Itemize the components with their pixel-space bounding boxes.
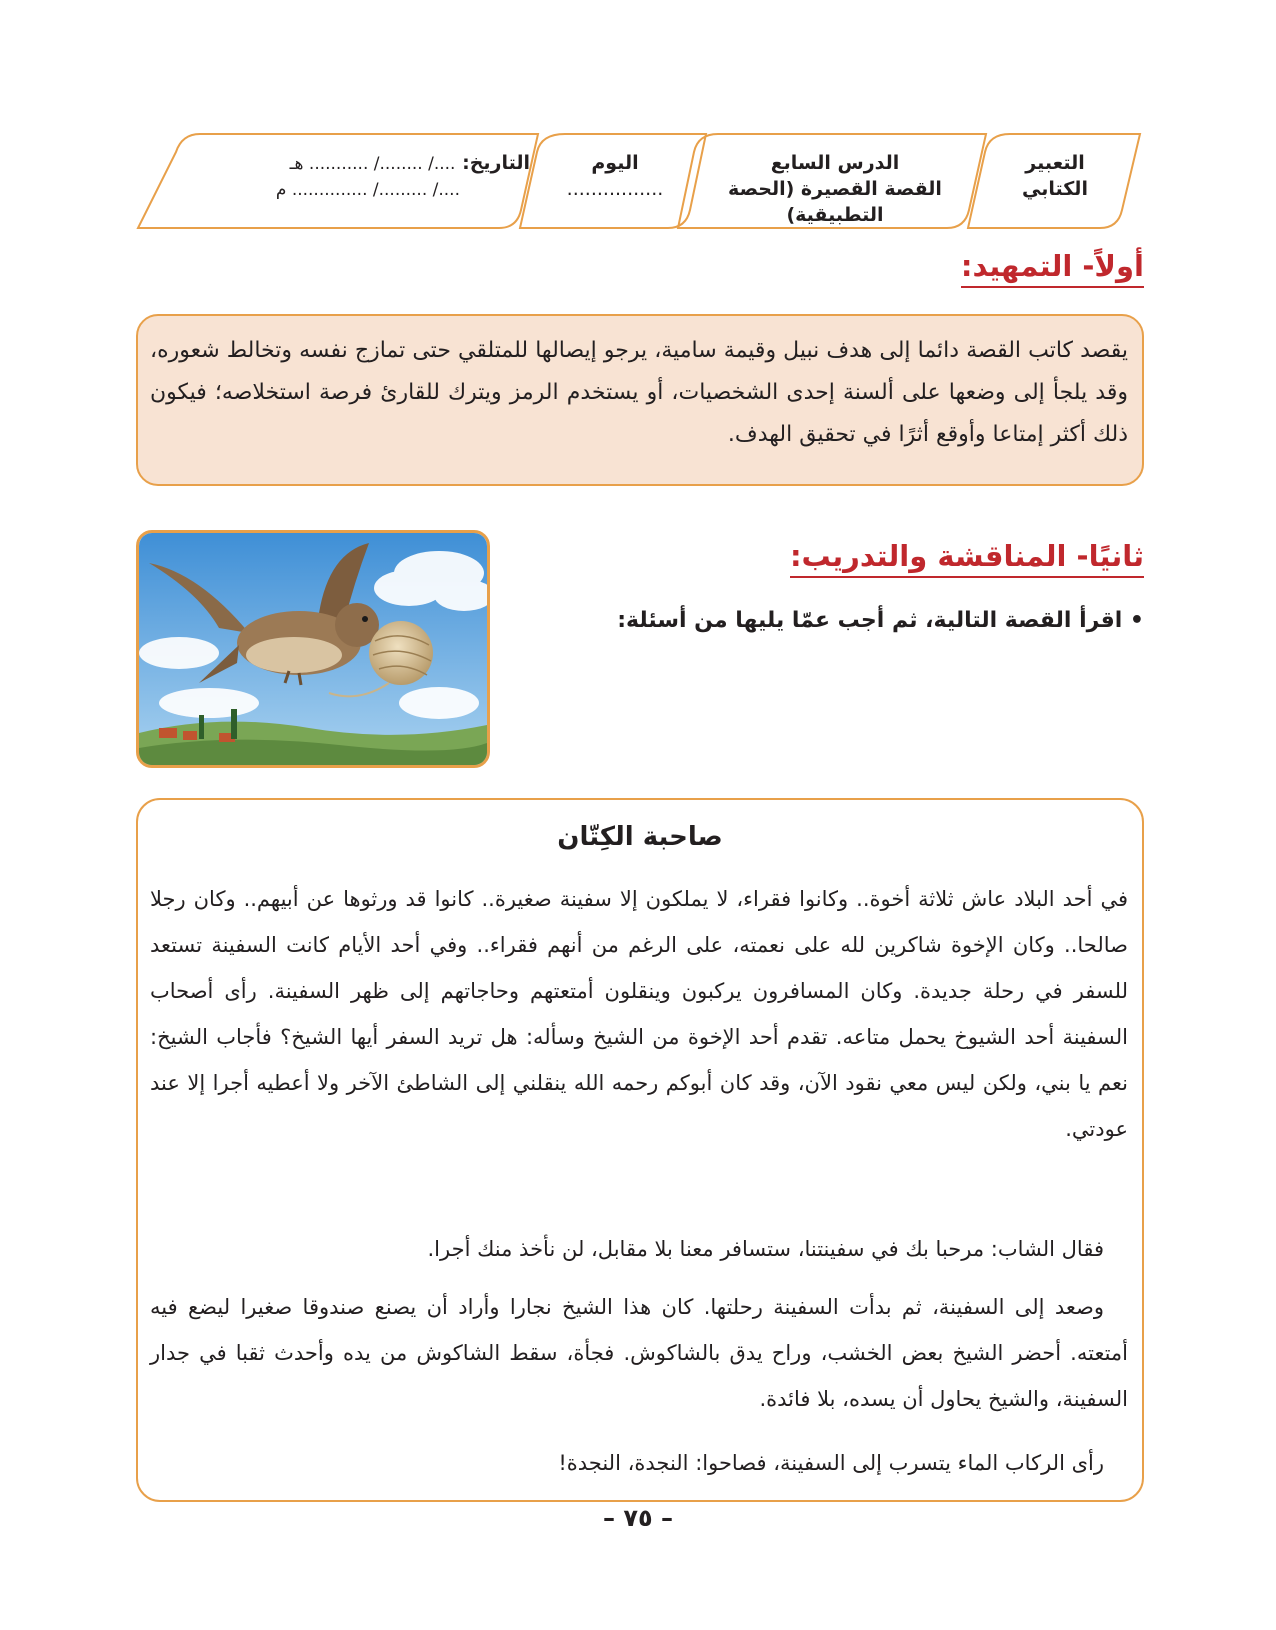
date-hijri[interactable]: ..../ ......../ ........... هـ [289,154,456,174]
date-gregorian[interactable]: ..../ ........./ .............. م [275,180,460,200]
story-instruction: • اقرأ القصة التالية، ثم أجب عمّا يليها من أسئلة: [617,608,1144,633]
story-paragraph: في أحد البلاد عاش ثلاثة أخوة.. وكانوا فقراء، لا يملكون إلا سفينة صغيرة.. كانوا قد ورثوها عن أبيهم.. وكان رجلا صالحا.. وكان الإخوة شاكرين لله على نعمته، على الرغم من أنهم فقراء.. وفي أحد الأيام كانت السفينة تستعد للسفر في رحلة جديدة. وكان المسافرون يركبون وينقلون أمتعتهم وحاجاتهم إلى ظهر السفينة. رأى أصحاب السفينة أحد الشيوخ يحمل متاعه. تقدم أحد الإخوة من الشيخ وسأله: هل تريد السفر أيها الشيخ؟ فأجاب الشيخ: نعم يا بني، ولكن ليس معي نقود الآن، وقد كان أبوكم رحمه الله ينقلني إلى الشاطئ الآخر ولا أعطيه أجرا إلا عند عودتي. [150,887,1128,1141]
header-tabs [0,0,1276,240]
intro-text: يقصد كاتب القصة دائما إلى هدف نبيل وقيمة سامية، يرجو إيصالها للمتلقي حتى تمازج نفسه وتخالط شعوره، وقد يلجأ إلى وضعها على ألسنة إحدى الشخصيات، أو يستخدم الرمز ويترك للقارئ فرصة استخلاصه؛ فيكون ذلك أكثر إمتاعا وأوقع أثرًا في تحقيق الهدف. [150,338,1128,447]
story-title: صاحبة الكِتّان [557,822,723,852]
lesson-title: الدرس السابع [770,152,900,174]
lesson-subtitle: القصة القصيرة (الحصة التطبيقية) [728,178,942,226]
subject-line1: التعبير [1025,152,1085,174]
day-blank[interactable]: ................ [566,178,664,200]
day-label [530,150,700,202]
section-discussion-title: ثانيًا- المناقشة والتدريب: [790,538,1144,578]
bird-photo [136,530,490,768]
section-intro-title: أولاً- التمهيد: [961,248,1144,288]
date-field [170,150,530,203]
story-paragraph: وصعد إلى السفينة، ثم بدأت السفينة رحلتها. كان هذا الشيخ نجارا وأراد أن يصنع صندوقا صغيرا ليضع فيه أمتعته. أحضر الشيخ بعض الخشب، وراح يدق بالشاكوش. فجأة، سقط الشاكوش من يده وأحدث ثقبا في جدار السفينة، والشيخ يحاول أن يسده، بلا فائدة. [150,1295,1128,1411]
bird-illustration [139,533,487,765]
lesson-label [690,150,980,228]
day-title: اليوم [591,152,639,174]
date-label: التاريخ: [462,152,530,174]
page-number: – ٧٥ – [602,1504,673,1532]
story-paragraph: رأى الركاب الماء يتسرب إلى السفينة، فصاحوا: النجدة، النجدة! [558,1451,1104,1475]
subject-label [990,150,1120,202]
story-paragraph: فقال الشاب: مرحبا بك في سفينتنا، ستسافر معنا بلا مقابل، لن نأخذ منك أجرا. [427,1237,1104,1261]
subject-line2: الكتابي [1022,178,1088,200]
